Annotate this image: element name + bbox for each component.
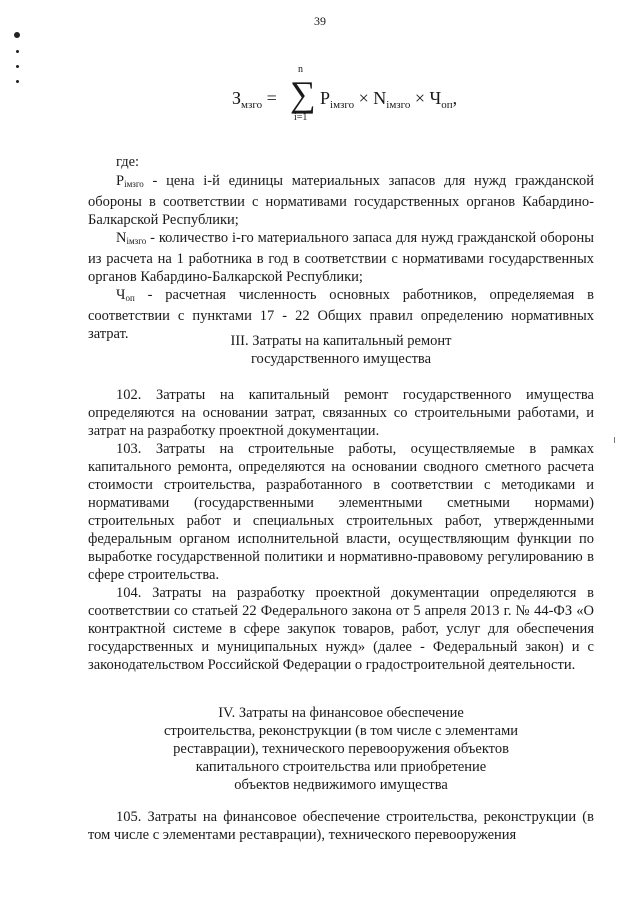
- cost-formula: [232, 64, 472, 130]
- margin-dot: [16, 80, 19, 83]
- margin-dot: [16, 50, 19, 53]
- formula-rhs: $P_{iмзго} \times N_{iмзго} \times Ч_{оп}$,: [320, 88, 458, 111]
- sum-lower-limit: i=1: [294, 112, 308, 123]
- margin-marks: [14, 32, 22, 95]
- sum-upper-limit: n: [298, 64, 303, 75]
- where-label: где:: [116, 154, 140, 170]
- definition-n: Niмзго - количество i-го материального запаса для нужд гражданской обороны из расчета на 1 работника в год в соответствии с нормативами государственных органов Кабардино-Балкарской Республики;: [88, 230, 594, 285]
- definition-p: Piмзго - цена i-й единицы материальных запасов для нужд гражданской обороны в соответствии с нормативами государственных органов Кабардино-Балкарской Республики;: [88, 173, 594, 228]
- margin-dot: [16, 65, 19, 68]
- scan-artifact: [614, 437, 615, 443]
- definitions: [88, 172, 594, 343]
- paragraph-102: 102. Затраты на капитальный ремонт государственного имущества определяются на основании затрат, связанных со строительными работами, и затрат на разработку проектной документации.: [88, 387, 594, 439]
- section-4-body: [88, 808, 594, 844]
- paragraph-104: 104. Затраты на разработку проектной документации определяются в соответствии со статьей 22 Федерального закона от 5 апреля 2013 г. № 44-ФЗ «О контрактной системе в сфере закупок товаров, работ, услуг для обеспечения государственных и муниципальных нужд» (далее - Федеральный закон) и с законодательством Российской Федерации о градостроительной деятельности.: [88, 585, 594, 673]
- definition-ch: Чоп - расчетная численность основных работников, определяемая в соответствии с пунктами 17 - 22 Общих правил определению нормативных затрат.: [88, 287, 594, 342]
- page-number: 39: [314, 14, 326, 28]
- binding-hole-mark: [14, 32, 20, 38]
- paragraph-103: 103. Затраты на строительные работы, осуществляемые в рамках капитального ремонта, определяются на основании сводного сметного расчета стоимости строительства, разработанного в соответствии с методиками и нормативами (государственными элементными сметными нормами) строительных работ и специальных строительных работ, утвержденными федеральным органом исполнительной власти, осуществляющим функции по выработке государственной политики и нормативно-правовому регулированию в сфере строительства.: [88, 441, 594, 583]
- section-3-heading: III. Затраты на капитальный ремонт государственного имущества: [230, 333, 452, 367]
- section-3-body: [88, 386, 594, 674]
- sigma-symbol: ∑: [290, 74, 316, 114]
- formula-lhs: $З_{мзго}$ =: [232, 88, 277, 111]
- paragraph-105: 105. Затраты на финансовое обеспечение строительства, реконструкции (в том числе с элементами реставрации), технического перевооружения: [88, 809, 594, 843]
- section-4-heading: IV. Затраты на финансовое обеспечение строительства, реконструкции (в том числе с элементами реставрации), технического перевооружения объектов капитального строительства или приобретение объектов недвижимого имущества: [163, 705, 519, 793]
